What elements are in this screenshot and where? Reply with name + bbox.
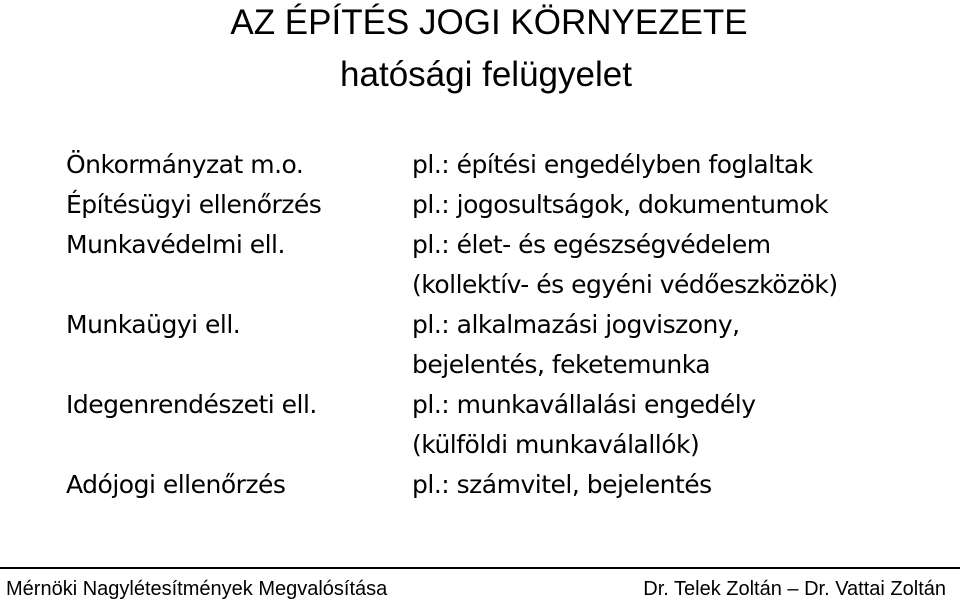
authority-building-control: Építésügyi ellenőrzés: [66, 190, 322, 219]
authority-spacer: [66, 425, 321, 465]
authority-municipal: Önkormányzat m.o.: [66, 150, 304, 179]
example-line: pl.: élet- és egészségvédelem: [412, 230, 771, 259]
example-list: [412, 145, 838, 505]
example-line: pl.: alkalmazási jogviszony,: [412, 310, 740, 339]
example-line: bejelentés, feketemunka: [412, 350, 711, 379]
authority-spacer: [66, 265, 321, 305]
authority-spacer: [66, 345, 321, 385]
authority-occupational-safety: Munkavédelmi ell.: [66, 230, 285, 259]
example-line: pl.: jogosultságok, dokumentumok: [412, 190, 829, 219]
footer-divider: [0, 567, 960, 569]
footer-authors: Dr. Telek Zoltán – Dr. Vattai Zoltán: [643, 578, 946, 600]
authority-labour: Munkaügyi ell.: [66, 310, 241, 339]
footer-course-title: Mérnöki Nagylétesítmények Megvalósítása: [6, 578, 388, 600]
authority-immigration: Idegenrendészeti ell.: [66, 390, 317, 419]
example-line: pl.: munkavállalási engedély: [412, 390, 756, 419]
slide-subtitle: hatósági felügyelet: [340, 55, 632, 94]
example-line: (külföldi munkaválallók): [412, 430, 700, 459]
authority-list: [66, 145, 321, 505]
example-line: pl.: építési engedélyben foglaltak: [412, 150, 813, 179]
authority-tax: Adójogi ellenőrzés: [66, 470, 286, 499]
slide-title: AZ ÉPÍTÉS JOGI KÖRNYEZETE: [230, 3, 748, 42]
example-line: pl.: számvitel, bejelentés: [412, 470, 712, 499]
example-line: (kollektív- és egyéni védőeszközök): [412, 270, 838, 299]
